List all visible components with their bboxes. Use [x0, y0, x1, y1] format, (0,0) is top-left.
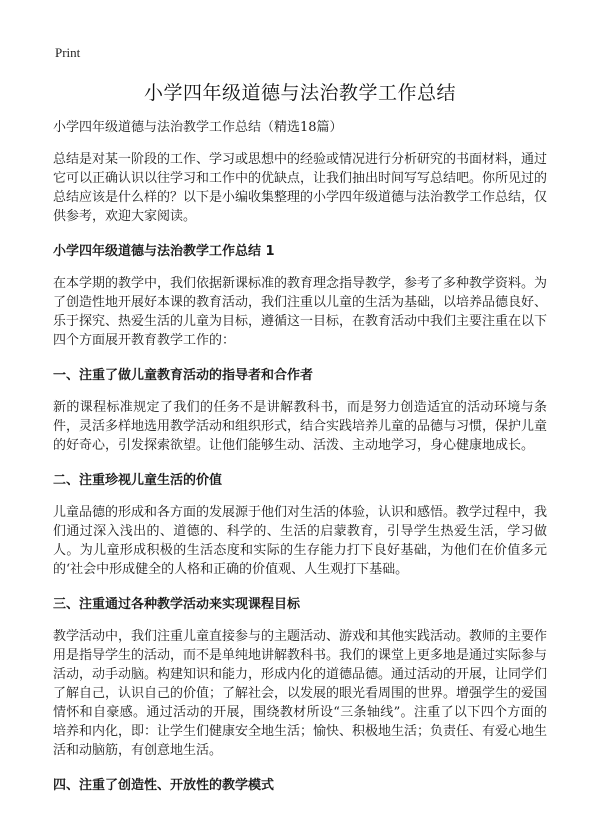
section-heading: 一、注重了做儿童教育活动的指导者和合作者 [53, 368, 314, 383]
document-subtitle: 小学四年级道德与法治教学工作总结（精选18篇） [53, 120, 343, 135]
article-intro-paragraph: 在本学期的教学中，我们依据新课标准的教育理念指导教学，参考了多种教学资料。为了创造性地开展好本课的教育活动，我们注重以儿童的生活为基础，以培养品德良好、乐于探究、热爱生活的儿童为目标，遵循这一目标，在教育活动中我们主要注重在以下四个方面展开教育教学工作的： [53, 276, 548, 348]
section-paragraph: 新的课程标准规定了我们的任务不是讲解教科书，而是努力创造适宜的活动环境与条件，灵活多样地选用教学活动和组织形式，结合实践培养儿童的品德与习惯，保护儿童的好奇心，引发探索欲望。让他们能够生动、活泼、主动地学习，身心健康地成长。 [53, 400, 548, 453]
section-paragraph: 儿童品德的形成和各方面的发展源于他们对生活的体验，认识和感悟。教学过程中，我们通过深入浅出的、道德的、科学的、生活的启蒙教育，引导学生热爱生活，学习做人。为儿童形成积极的生活态度和实际的生存能力打下良好基础，为他们在价值多元的‘社会中形成健全的人格和正确的价值观、人生观打下基础。 [53, 505, 548, 577]
section-heading: 二、注重珍视儿童生活的价值 [53, 473, 223, 488]
print-link[interactable]: Print [55, 45, 81, 60]
document-title: 小学四年级道德与法治教学工作总结 [143, 82, 456, 104]
section-paragraph: 教学活动中，我们注重儿童直接参与的主题活动、游戏和其他实践活动。教师的主要作用是指导学生的活动，而不是单纯地讲解教科书。我们的课堂上更多地是通过实际参与活动，动手动脑。构建知识和能力，形成内化的道德品德。通过活动的开展，让同学们了解自己，认识自己的价值；了解社会，以发展的眼光看周围的世界。增强学生的爱国情怀和自豪感。通过活动的开展，围绕教材所设“三条轴线”。注重了以下四个方面的培养和内化，即：让学生们健康安全地生活；愉快、积极地生活；负责任、有爱心地生活和动脑筋，有创意地生活。 [53, 629, 548, 758]
intro-paragraph: 总结是对某一阶段的工作、学习或思想中的经验或情况进行分析研究的书面材料，通过它可以正确认识以往学习和工作中的优缺点，让我们抽出时间写写总结吧。你所见过的总结应该是什么样的？以下是小编收集整理的小学四年级道德与法治教学工作总结，仅供参考，欢迎大家阅读。 [53, 152, 548, 224]
document-body [53, 118, 547, 808]
section-heading: 四、注重了创造性、开放性的教学模式 [53, 778, 275, 793]
article-heading: 小学四年级道德与法治教学工作总结 1 [53, 244, 275, 259]
section-heading: 三、注重通过各种教学活动来实现课程目标 [53, 597, 301, 612]
